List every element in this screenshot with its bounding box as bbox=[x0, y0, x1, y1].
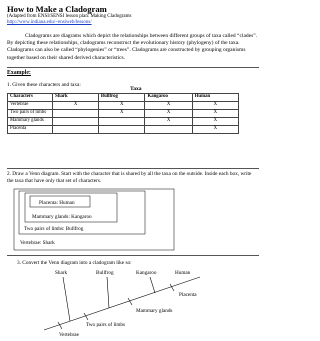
cladogram-branch-bullfrog bbox=[107, 277, 109, 308]
cladogram-taxon-shark: Shark bbox=[55, 270, 68, 276]
table-cell: X bbox=[98, 110, 145, 118]
cladogram-label-vertebrae: Vertebrae bbox=[59, 332, 79, 338]
table-cell: Mammary glands bbox=[8, 118, 53, 126]
step-3-text: 3. Convert the Venn diagram into a cladogram like so: bbox=[17, 260, 132, 266]
table-cell: X bbox=[192, 102, 238, 110]
cladogram-taxon-human: Human bbox=[175, 270, 191, 276]
cladogram-label-placenta: Placenta bbox=[179, 292, 197, 298]
cladogram-taxon-kangaroo: Kangaroo bbox=[136, 270, 157, 276]
table-cell: X bbox=[53, 102, 99, 110]
cladogram-label-limbs: Two pairs of limbs bbox=[86, 322, 125, 328]
venn-label-mammary: Mammary glands: Kangaroo bbox=[32, 214, 92, 220]
table-cell: Vertebrae bbox=[8, 102, 53, 110]
table-cell: X bbox=[145, 110, 192, 118]
source-link[interactable]: http://www.indiana.edu/~ensiweb/lessons/ bbox=[7, 20, 92, 25]
table-cell: X bbox=[98, 102, 145, 110]
cladogram-branch-kangaroo bbox=[150, 277, 155, 293]
venn-label-placenta: Placenta: Human bbox=[39, 200, 75, 206]
table-cell: X bbox=[192, 126, 238, 134]
cladogram-node-vertebrae bbox=[58, 322, 62, 329]
table-cell: X bbox=[145, 102, 192, 110]
adapted-from-text: (Adapted from ENSI/SENSI lesson plan: Making Cladograms bbox=[7, 14, 132, 19]
table-header-cell: Kangaroo bbox=[145, 94, 192, 102]
table-cell: X bbox=[192, 118, 238, 126]
cladogram-node-placenta bbox=[170, 284, 174, 291]
table-cell: Two pairs of limbs bbox=[8, 110, 53, 118]
cladogram-taxon-bullfrog: Bullfrog bbox=[96, 270, 114, 276]
table-header-cell: Shark bbox=[53, 94, 99, 102]
intro-paragraph: Cladograms are diagrams which depict the relationships between different groups of taxa called “clades”. By depicting these relationships, cladograms reconstruct the evolutionary history (phylogeny) of the taxa. Cladograms can also be called “phylogenies” or “trees”. Cladograms are constructed by grouping organisms together based on their shared derived characteristics. bbox=[7, 33, 258, 61]
table-cell: X bbox=[145, 118, 192, 126]
taxa-title: Taxa bbox=[130, 86, 142, 92]
step-1-text: 1. Given these characters and taxa: bbox=[7, 82, 81, 88]
cladogram-branch-shark bbox=[63, 277, 70, 321]
table-header-cell: Bullfrog bbox=[98, 94, 145, 102]
step-2-text: 2. Draw a Venn diagram. Start with the character that is shared by all the taxa on the outside. Inside each box, write the taxa that have only that set of characters. bbox=[7, 171, 252, 184]
table-header-cell: Human bbox=[192, 94, 238, 102]
page-title: How to Make a Cladogram bbox=[7, 4, 107, 14]
table-header-cell: Characters bbox=[8, 94, 53, 102]
example-label: Example: bbox=[7, 70, 31, 76]
table-cell: X bbox=[192, 110, 238, 118]
venn-label-limbs: Two pairs of limbs: Bullfrog bbox=[24, 226, 84, 232]
table-cell: Placenta bbox=[8, 126, 53, 134]
cladogram-label-mammary: Mammary glands bbox=[136, 308, 173, 314]
venn-label-vertebrae: Vertebrae: Shark bbox=[20, 240, 55, 246]
